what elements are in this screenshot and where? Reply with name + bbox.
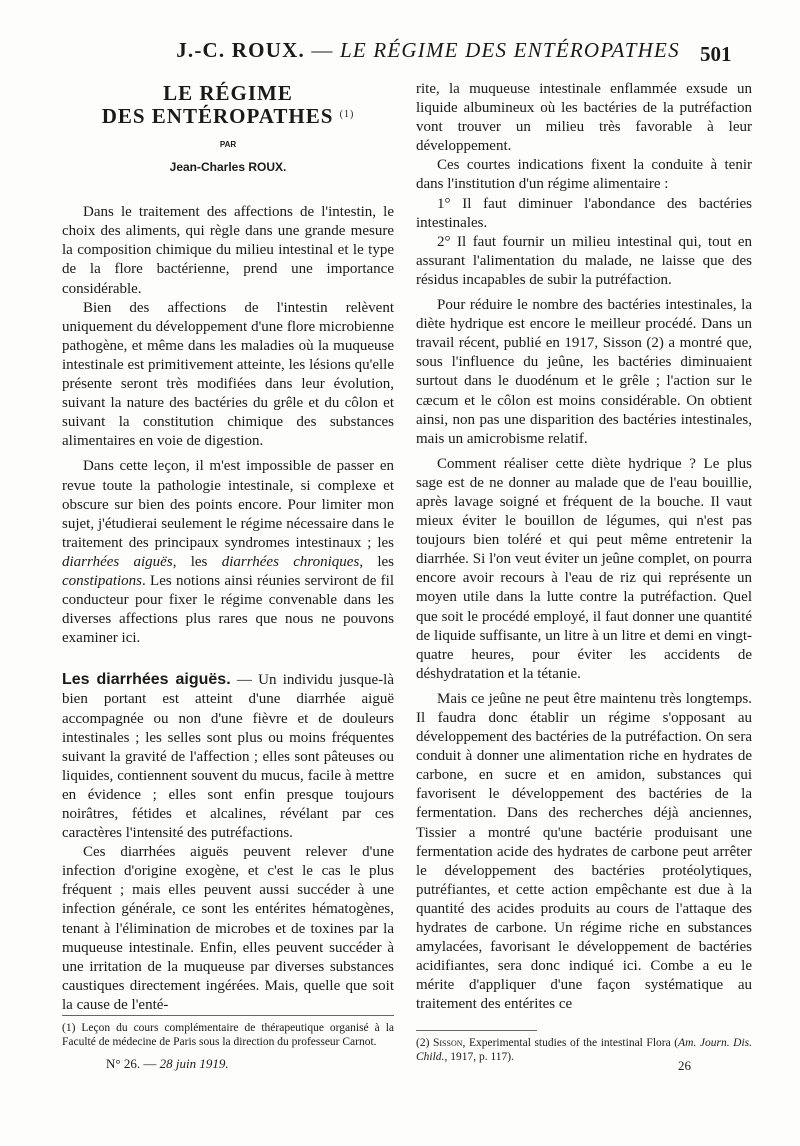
right-paragraph-7: Mais ce jeûne ne peut être maintenu très longtemps. Il faudra donc établir un régime s'opposant au développement des bactéries de la putréfaction. On sera conduit à donner une alimentation riche en hydrates de carbone, en sucre et en amidon, substances qui favorisent le développement des bactéries de la fermentation. Dans des recherches déjà anciennes, Tissier a montré qu'une bactérie produisant une fermentation acide des hydrates de carbone peut arrêter le développement des bactéries protéolytiques, putréfiantes, et cette action empêchante est due à la quantité des acides produits au cours de l'attaque des hydrates de carbone. Un régime riche en substances amylacées, favorisant le développement de bactéries acidifiantes, sera donc indiqué ici. Combe a eu le mérite d'appliquer d'une façon systématique au traitement des entérites ce [416, 690, 752, 1013]
article-title-line-1: LE RÉGIME [163, 81, 293, 105]
left-paragraph-4 [62, 670, 394, 843]
running-title [158, 38, 698, 63]
sheet-number: 26 [678, 1058, 691, 1073]
article-title [62, 82, 394, 127]
header-dash: — [311, 38, 334, 62]
footnote-1: (1) Leçon du cours complémentaire de thérapeutique organisé à la Faculté de médecine de Paris sous la direction du professeur Carnot. [62, 1022, 394, 1048]
footnote-2 [416, 1036, 752, 1064]
left-column [62, 80, 394, 1015]
left-paragraph-3 [62, 457, 394, 648]
right-paragraph-1: rite, la muqueuse intestinale enflammée exsude un liquide albumineux où les bactéries de la putréfaction vont trouver un milieu très favorable à leur développement. [416, 81, 752, 155]
issue-dash: — [140, 1056, 160, 1071]
text-run: . Les notions ainsi réunies serviront de fil conducteur pour fixer le régime convenable dans les diverses affections plus rares que nous ne pouvons examiner ici. [62, 572, 394, 647]
right-paragraph-6: Comment réaliser cette diète hydrique ? Le plus sage est de ne donner au malade que de l'eau bouillie, après lavage soigné et fréquent de la bouche. Il vaut mieux éviter le bouillon de légumes, qui n'est pas toujours bien toléré et qui peut même entretenir la diarrhée. Si l'on veut éviter un jeûne complet, on pourra encore avoir recours à l'eau de riz qui représente un moyen utile dans la lutte contre la putréfaction. Quel que soit le procédé employé, il faut donner une quantité de liquide suffisante, un litre à un litre et demi en vingt-quatre heures, pour éviter les accidents de déshydratation et la tétanie. [416, 455, 752, 682]
right-column [416, 80, 752, 1015]
right-paragraph-4: 2° Il faut fournir un milieu intestinal qui, tout en assurant l'alimentation du malade, ne laisse que des résidus incapables de subir la putréfaction. [416, 233, 752, 288]
footnote-rule [416, 1030, 537, 1031]
left-paragraph-5: Ces diarrhées aiguës peuvent relever d'une infection d'origine exogène, et c'est le cas le plus fréquent ; mais elles peuvent aussi succéder à une infection générale, ce sont les entérites hématogènes, tenant à l'élimination de microbes et de toxines par la muqueuse intestinale. Enfin, elles peuvent succéder à une irritation de la muqueuse par diverses substances caustiques directement ingérées. Mais, quelle que soit la cause de l'enté- [62, 844, 394, 1013]
footnote-right [416, 1030, 752, 1064]
section-diarrhees-aigues [62, 670, 394, 843]
issue-footer [106, 1056, 229, 1072]
title-footnote-ref: (1) [339, 109, 355, 120]
italic-run: diarrhées chroniques [221, 553, 360, 570]
header-running-title: LE RÉGIME DES ENTÉROPATHES [340, 38, 680, 62]
page-number: 501 [700, 42, 732, 66]
left-paragraph-2: Bien des affections de l'intestin relèvent uniquement du développement d'une flore microbienne pathogène, et même dans les maladies où la muqueuse intestinale est primitivement atteinte, les lésions qu'elle présente seront très modifiées dans leur évolution, suivant la nature des bactéries du grêle et du côlon et suivant la constitution chimique des substances alimentaires en voie de digestion. [62, 299, 394, 450]
text-run: , Experimental studies of the intestinal Flora ( [462, 1037, 679, 1049]
text-run: Dans cette leçon, il m'est impossible de passer en revue toute la pathologie intestinale, si complexe et obscure sur bien des points encore. Pour limiter mon sujet, j'étudierai seulement le régime nécessaire dans le traitement des principaux syndromes intestinaux ; les [62, 458, 394, 551]
article-title-line-2: DES ENTÉROPATHES [101, 104, 334, 128]
text-run: , 1917, p. 117). [444, 1051, 514, 1063]
footnote-left [62, 1015, 394, 1049]
running-header [0, 38, 800, 78]
text-run: , les [359, 553, 395, 570]
journal-name: Am. Journ. Dis. Child. [416, 1037, 752, 1063]
text-run: , les [172, 553, 222, 570]
right-paragraph-5: Pour réduire le nombre des bactéries intestinales, la diète hydrique est encore le meilleur procédé. Dans un travail récent, publié en 1917, Sisson (2) a montré que, sous l'influence du jeûne, les bactéries diminuaient surtout dans le duodénum et le grêle ; l'action sur le cæcum et le côlon est moins considérable. On obtient ainsi, non pas une disparition des bactéries intestinales, mais un amicrobisme relatif. [416, 297, 752, 447]
text-run: — Un individu jusque-là bien portant est atteint d'une diarrhée aiguë accompagnée ou non d'une fièvre et de douleurs intestinales ; les selles sont plus ou moins fréquentes suivant la gravité de l'affection ; elles sont pâteuses ou liquides, contiennent souvent du mucus, facile à mettre en évidence ; elles sont enfin presque toujours noirâtres, fétides et alcalines, révélant par ces caractères l'intensité des putréfactions. [62, 672, 394, 842]
italic-run: constipations [62, 572, 143, 589]
right-paragraph-3: 1° Il faut diminuer l'abondance des bactéries intestinales. [416, 195, 752, 231]
footnote-rule [62, 1015, 394, 1016]
left-paragraph-1: Dans le traitement des affections de l'intestin, le choix des aliments, qui règle dans une grande mesure la composition chimique du milieu intestinal et le type de la flore bactérienne, prend une importance considérable. [62, 204, 394, 297]
author-name: Sisson [432, 1037, 463, 1049]
right-paragraph-2: Ces courtes indications fixent la conduite à tenir dans l'institution d'un régime alimentaire : [416, 157, 752, 193]
article-byline: Jean-Charles ROUX. [169, 160, 287, 175]
text-run: (2) [416, 1037, 433, 1049]
header-author: J.-C. ROUX. [176, 38, 305, 62]
italic-run: diarrhées aiguës [62, 553, 173, 570]
issue-number: N° 26. [106, 1056, 141, 1071]
par-label: PAR [219, 140, 237, 149]
issue-date: 28 juin 1919. [159, 1056, 229, 1071]
section-heading: Les diarrhées aiguës. [62, 671, 231, 689]
